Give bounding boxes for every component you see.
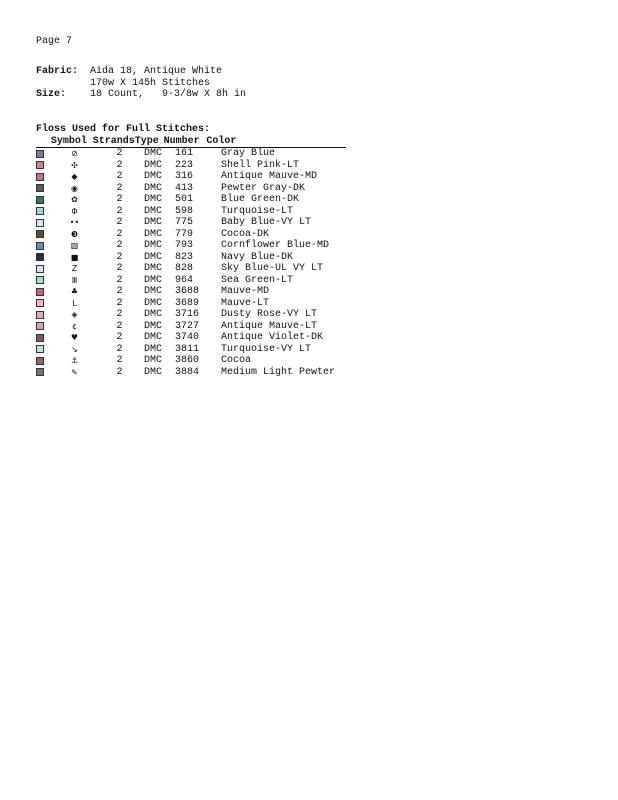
number-cell: 3740 bbox=[175, 332, 200, 343]
color-name-cell: Antique Mauve-MD bbox=[221, 171, 318, 182]
color-name-cell: Turquoise-VY LT bbox=[221, 343, 312, 355]
table-header bbox=[36, 136, 346, 148]
color-swatch bbox=[36, 242, 44, 250]
type-cell: DMC bbox=[144, 297, 163, 309]
fabric-label: Fabric: bbox=[36, 66, 79, 77]
color-name-cell: Cocoa bbox=[221, 355, 252, 366]
strands-cell: 2 bbox=[116, 182, 123, 194]
color-swatch bbox=[36, 265, 44, 273]
strands-cell: 2 bbox=[116, 355, 123, 366]
size-label: Size: bbox=[36, 89, 67, 100]
type-cell: DMC bbox=[144, 286, 163, 297]
strands-cell: 2 bbox=[116, 309, 123, 320]
type-cell: DMC bbox=[144, 240, 163, 251]
symbol-icon: ✎ bbox=[71, 367, 78, 377]
number-cell: 779 bbox=[175, 228, 194, 240]
type-cell: DMC bbox=[144, 228, 163, 240]
type-cell: DMC bbox=[144, 355, 163, 366]
color-name-cell: Medium Light Pewter bbox=[221, 366, 336, 378]
color-name-cell: Mauve-MD bbox=[221, 286, 270, 297]
color-swatch bbox=[36, 150, 44, 158]
symbol-icon: ¢ bbox=[71, 321, 78, 331]
floss-table bbox=[36, 136, 371, 378]
number-cell: 501 bbox=[175, 194, 194, 205]
table-row bbox=[36, 298, 371, 310]
header-color: Color bbox=[206, 136, 237, 147]
strands-cell: 2 bbox=[116, 320, 123, 332]
symbol-icon: ♥ bbox=[70, 333, 79, 342]
symbol-icon: ▧ bbox=[70, 241, 79, 250]
color-name-cell: Sky Blue-UL VY LT bbox=[221, 263, 324, 274]
symbol-icon: ◈ bbox=[71, 310, 78, 319]
fabric-row bbox=[36, 66, 246, 78]
size-value: 18 Count, 9-3/8w X 8h in bbox=[90, 89, 247, 100]
type-cell: DMC bbox=[144, 274, 163, 286]
color-swatch bbox=[36, 357, 44, 365]
symbol-icon: ✣ bbox=[71, 160, 78, 170]
symbol-icon: ◆ bbox=[71, 172, 78, 181]
symbol-icon: ♣ bbox=[70, 287, 79, 296]
symbol-icon: Z bbox=[71, 264, 78, 273]
table-row bbox=[36, 171, 371, 183]
number-cell: 793 bbox=[175, 240, 194, 251]
strands-cell: 2 bbox=[116, 148, 123, 159]
color-swatch bbox=[36, 184, 44, 192]
color-swatch bbox=[36, 219, 44, 227]
color-swatch bbox=[36, 161, 44, 169]
color-name-cell: Gray Blue bbox=[221, 148, 276, 159]
fabric-value: Aida 18, Antique White bbox=[90, 66, 223, 77]
number-cell: 598 bbox=[175, 205, 194, 217]
table-row bbox=[36, 148, 371, 160]
table-row bbox=[36, 160, 371, 172]
table-row bbox=[36, 309, 371, 321]
strands-cell: 2 bbox=[116, 274, 123, 286]
number-cell: 3689 bbox=[175, 297, 200, 309]
strands-cell: 2 bbox=[116, 159, 123, 171]
number-cell: 223 bbox=[175, 159, 194, 171]
type-cell: DMC bbox=[144, 205, 163, 217]
number-cell: 3884 bbox=[175, 366, 200, 378]
strands-cell: 2 bbox=[116, 194, 123, 205]
strands-cell: 2 bbox=[116, 217, 123, 228]
symbol-icon: L bbox=[72, 298, 77, 308]
pattern-info bbox=[36, 66, 246, 101]
strands-cell: 2 bbox=[116, 240, 123, 251]
number-cell: 161 bbox=[175, 148, 194, 159]
table-body bbox=[36, 148, 371, 378]
color-swatch bbox=[36, 230, 44, 238]
color-swatch bbox=[36, 322, 44, 330]
strands-cell: 2 bbox=[116, 366, 123, 378]
color-swatch bbox=[36, 334, 44, 342]
type-cell: DMC bbox=[144, 320, 163, 332]
table-row bbox=[36, 286, 371, 298]
table-row bbox=[36, 355, 371, 367]
table-row bbox=[36, 194, 371, 206]
color-swatch bbox=[36, 299, 44, 307]
color-name-cell: Mauve-LT bbox=[221, 297, 270, 309]
type-cell: DMC bbox=[144, 182, 163, 194]
strands-cell: 2 bbox=[116, 205, 123, 217]
type-cell: DMC bbox=[144, 251, 163, 263]
color-swatch bbox=[36, 368, 44, 376]
color-name-cell: Antique Mauve-LT bbox=[221, 320, 318, 332]
color-swatch bbox=[36, 173, 44, 181]
table-row bbox=[36, 252, 371, 264]
header-number: Number bbox=[163, 136, 200, 147]
number-cell: 413 bbox=[175, 182, 194, 194]
strands-cell: 2 bbox=[116, 297, 123, 309]
type-cell: DMC bbox=[144, 332, 163, 343]
color-swatch bbox=[36, 288, 44, 296]
table-row bbox=[36, 183, 371, 195]
type-cell: DMC bbox=[144, 343, 163, 355]
color-name-cell: Dusty Rose-VY LT bbox=[221, 309, 318, 320]
type-cell: DMC bbox=[144, 366, 163, 378]
strands-cell: 2 bbox=[116, 286, 123, 297]
size-row bbox=[36, 89, 246, 101]
table-row bbox=[36, 263, 371, 275]
symbol-icon: Ⅲ bbox=[71, 275, 78, 285]
number-cell: 3727 bbox=[175, 320, 200, 332]
strands-cell: 2 bbox=[116, 171, 123, 182]
type-cell: DMC bbox=[144, 217, 163, 228]
type-cell: DMC bbox=[144, 194, 163, 205]
number-cell: 775 bbox=[175, 217, 194, 228]
color-name-cell: Pewter Gray-DK bbox=[221, 182, 306, 194]
table-row bbox=[36, 229, 371, 241]
page-label: Page 7 bbox=[36, 36, 73, 47]
symbol-icon: ❸ bbox=[70, 229, 79, 239]
color-swatch bbox=[36, 345, 44, 353]
color-name-cell: Sea Green-LT bbox=[221, 274, 294, 286]
table-row bbox=[36, 321, 371, 333]
stitch-count: 170w X 145h Stitches bbox=[90, 77, 211, 89]
table-row bbox=[36, 206, 371, 218]
strands-cell: 2 bbox=[116, 343, 123, 355]
symbol-icon: ⊘ bbox=[71, 149, 78, 158]
header-type: Type bbox=[134, 136, 159, 147]
number-cell: 828 bbox=[175, 263, 194, 274]
stitches-row bbox=[36, 78, 246, 90]
number-cell: 3811 bbox=[175, 343, 200, 355]
table-row bbox=[36, 344, 371, 356]
number-cell: 316 bbox=[175, 171, 194, 182]
color-swatch bbox=[36, 207, 44, 215]
color-swatch bbox=[36, 276, 44, 284]
color-name-cell: Blue Green-DK bbox=[221, 194, 300, 205]
symbol-icon: ✿ bbox=[71, 195, 78, 204]
type-cell: DMC bbox=[144, 171, 163, 182]
symbol-icon: Φ bbox=[71, 206, 78, 216]
table-row bbox=[36, 275, 371, 287]
type-cell: DMC bbox=[144, 309, 163, 320]
color-name-cell: Shell Pink-LT bbox=[221, 159, 300, 171]
table-row bbox=[36, 217, 371, 229]
symbol-icon: ⚓ bbox=[70, 356, 79, 365]
table-row bbox=[36, 240, 371, 252]
header-strands: Strands bbox=[92, 136, 135, 147]
number-cell: 3860 bbox=[175, 355, 200, 366]
color-name-cell: Antique Violet-DK bbox=[221, 332, 324, 343]
type-cell: DMC bbox=[144, 263, 163, 274]
number-cell: 964 bbox=[175, 274, 194, 286]
number-cell: 823 bbox=[175, 251, 194, 263]
color-name-cell: Turquoise-LT bbox=[221, 205, 294, 217]
number-cell: 3716 bbox=[175, 309, 200, 320]
strands-cell: 2 bbox=[116, 263, 123, 274]
color-name-cell: Navy Blue-DK bbox=[221, 251, 294, 263]
strands-cell: 2 bbox=[116, 251, 123, 263]
type-cell: DMC bbox=[144, 159, 163, 171]
table-row bbox=[36, 367, 371, 379]
strands-cell: 2 bbox=[116, 228, 123, 240]
type-cell: DMC bbox=[144, 148, 163, 159]
color-swatch bbox=[36, 253, 44, 261]
strands-cell: 2 bbox=[116, 332, 123, 343]
symbol-icon: ◉ bbox=[71, 183, 78, 193]
color-name-cell: Baby Blue-VY LT bbox=[221, 217, 312, 228]
symbol-icon: •• bbox=[69, 218, 80, 227]
number-cell: 3688 bbox=[175, 286, 200, 297]
color-swatch bbox=[36, 196, 44, 204]
symbol-icon: ↘ bbox=[71, 344, 78, 354]
floss-section-title: Floss Used for Full Stitches: bbox=[36, 124, 211, 135]
color-swatch bbox=[36, 311, 44, 319]
color-name-cell: Cocoa-DK bbox=[221, 228, 270, 240]
header-symbol: Symbol bbox=[50, 136, 87, 147]
table-row bbox=[36, 332, 371, 344]
color-name-cell: Cornflower Blue-MD bbox=[221, 240, 330, 251]
symbol-icon: ■ bbox=[70, 252, 79, 262]
